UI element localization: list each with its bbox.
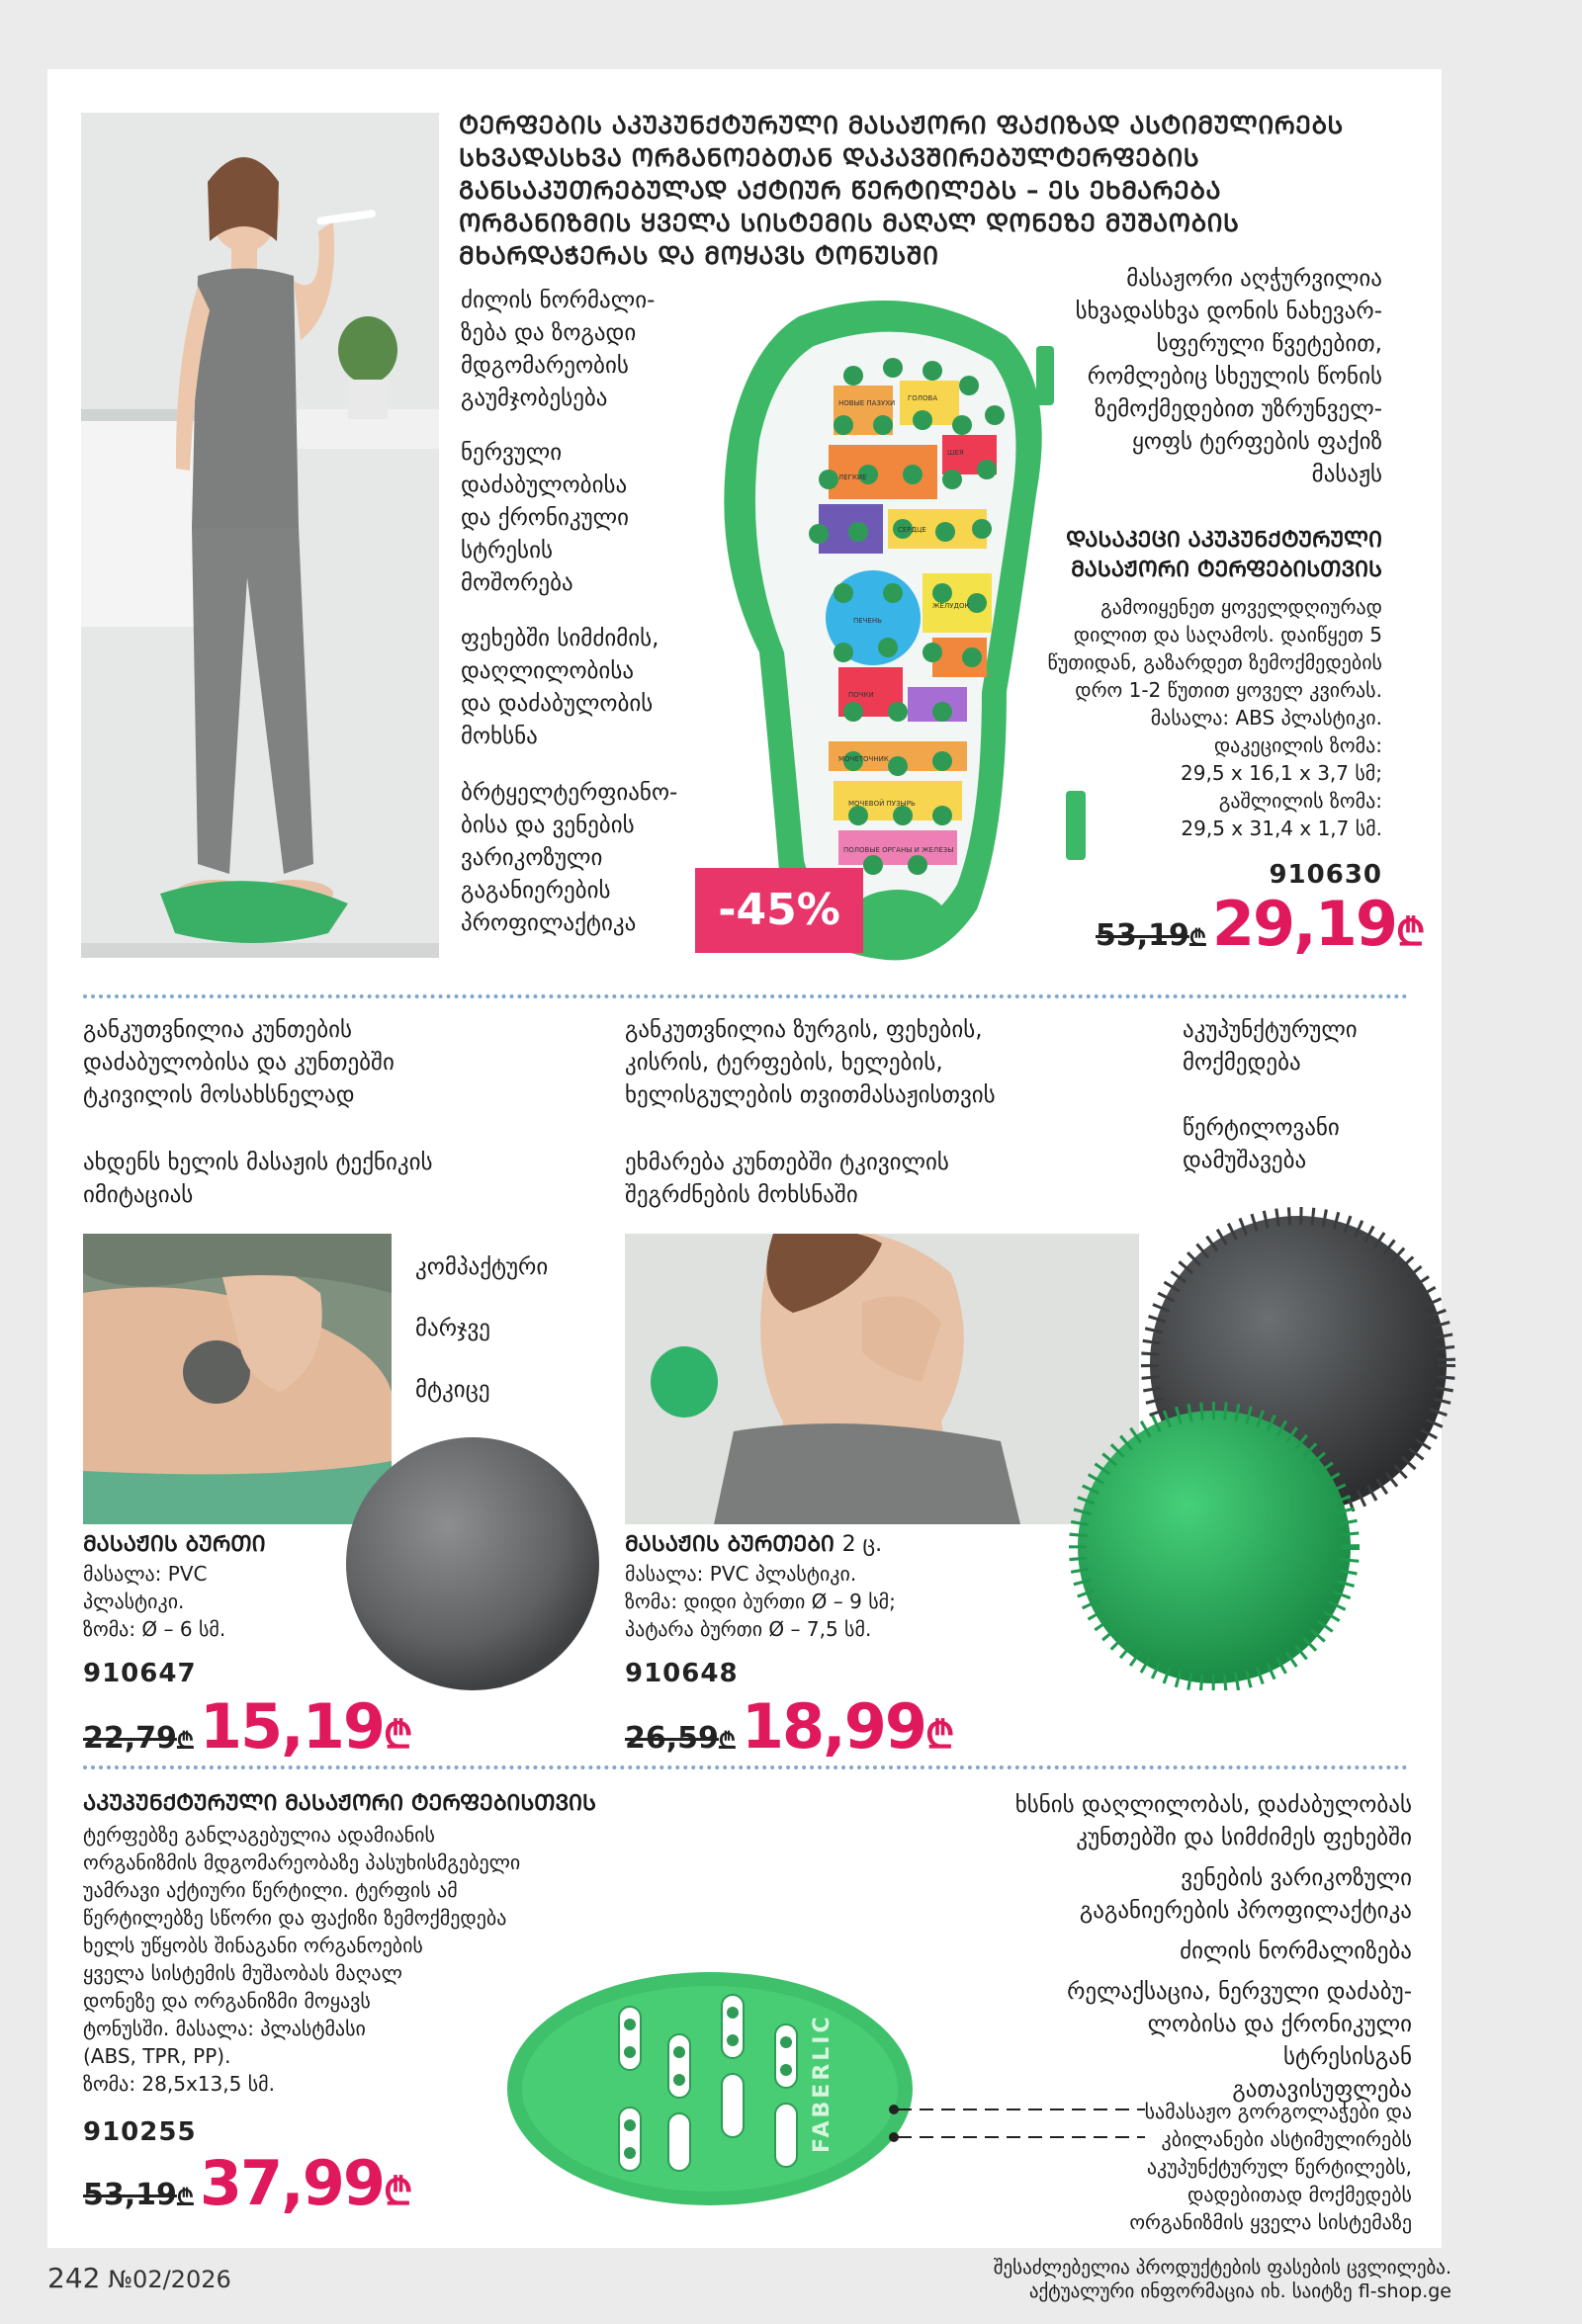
product-title: [977, 526, 1382, 585]
callout-line: ორგანიზმის ყველა სისტემაზე: [1129, 2210, 1412, 2234]
intro-line: შეგრძნების მოხსნაში: [625, 1182, 858, 1208]
new-price: 15,19₾: [199, 1690, 413, 1763]
point-treatment-feature: [1183, 1112, 1420, 1177]
disclaimer-line: შესაძლებელია პროდუქტების ფასების ცვლილება.: [993, 2257, 1451, 2279]
description-line: დრო 1-2 წუთით ყოველ კვირას.: [1075, 678, 1382, 702]
discount-badge: -45%: [695, 868, 863, 953]
price-disclaimer: [759, 2256, 1451, 2303]
description-line: ზომა: 28,5x13,5 სმ.: [83, 2072, 275, 2096]
description-line: 29,5 x 31,4 x 1,7 სმ.: [1181, 817, 1382, 840]
section-divider: [83, 994, 1408, 998]
price: [83, 2147, 412, 2219]
benefit-line: და ქრონიკული: [461, 505, 630, 531]
benefit-line: პროფილაქტიკა: [461, 910, 637, 936]
page-footer: [47, 2256, 1451, 2315]
description-line: დაკეცილის ზომა:: [1213, 733, 1382, 757]
benefit-line: ფეხებში სიმძიმის,: [461, 626, 659, 651]
description-line: მასალა: PVC პლასტიკი.: [625, 1562, 857, 1586]
page-number-value: 242: [47, 2262, 101, 2294]
title-qty: 2 ც.: [841, 1532, 883, 1557]
callout-line: კბილანები ასტიმულირებს: [1161, 2127, 1412, 2151]
benefit-relaxation: [779, 1976, 1412, 2107]
benefit-line: დაძაბულობისა: [461, 473, 628, 498]
mat-label: ГОЛОВА: [908, 394, 938, 402]
description-line: (ABS, TPR, PP).: [83, 2044, 231, 2068]
callout-line: დადებითად მოქმედებს: [1187, 2183, 1412, 2206]
benefit-line: მოშორება: [461, 570, 573, 596]
product-sku: 910630: [1269, 860, 1382, 890]
new-price: 37,99₾: [199, 2147, 413, 2219]
intro-line: დაძაბულობისა და კუნთებში: [83, 1050, 395, 1076]
intro-line: ეხმარება კუნთებში ტკივილის: [625, 1150, 949, 1175]
massage-ball-description: [83, 1560, 340, 1643]
benefit-line: მდგომარეობის: [461, 353, 629, 379]
benefit-line: ბისა და ვენების: [461, 813, 635, 838]
intro-line: ახდენს ხელის მასაჟის ტექნიკის: [83, 1150, 433, 1175]
description-line: პატარა ბურთი Ø – 7,5 სმ.: [625, 1617, 872, 1641]
description-line: ზომა: დიდი ბურთი Ø – 9 სმ;: [625, 1590, 896, 1613]
old-price: 22,79₾: [83, 1721, 194, 1756]
product-sku: 910647: [83, 1659, 197, 1688]
description-line: დონეზე და ორგანიზმი მოყავს: [83, 1989, 371, 2013]
mat-label: ЛЕГКИЕ: [838, 473, 867, 481]
description-line: წერტილებზე სწორი და ფაქიზი ზემოქმედება: [83, 1906, 507, 1930]
benefit-line: ბრტყელტერფიანო-: [461, 780, 678, 806]
benefit-line: ხსნის დაღლილობას, დაძაბულობას: [1014, 1792, 1412, 1818]
feature-line: სხვადასხვა დონის ნახევარ-: [1075, 299, 1382, 324]
intro-line: განკუთვნილია კუნთების: [83, 1017, 353, 1043]
price: [83, 1690, 412, 1763]
roller-massager-title: ᲐᲙᲣᲞᲣᲜᲥᲢᲣᲠᲣᲚᲘ ᲛᲐᲡᲐᲟᲝᲠᲘ ᲢᲔᲠᲤᲔᲑᲘᲡᲗᲕᲘᲡ: [83, 1791, 597, 1816]
compact-feature: კომპაქტური: [415, 1254, 549, 1280]
brand-logo-text: FABERLIC: [810, 2014, 835, 2153]
benefit-line: რელაქსაცია, ნერვული დაძაბუ-: [1067, 1979, 1412, 2005]
feature-line: მასაჟორი აღჭურვილია: [1126, 266, 1382, 292]
convenient-feature: მარჯვე: [415, 1316, 490, 1341]
price: [1096, 888, 1425, 960]
description-line: მასალა: ABS პლასტიკი.: [1150, 706, 1382, 730]
description-line: პლასტიკი.: [83, 1590, 185, 1613]
title-line: ᲛᲐᲡᲐᲟᲝᲠᲘ ᲢᲔᲠᲤᲔᲑᲘᲡᲗᲕᲘᲡ: [1071, 558, 1382, 582]
mat-label: МОЧЕВОЙ ПУЗЫРЬ: [848, 800, 916, 808]
description-line: 29,5 x 16,1 x 3,7 სმ;: [1181, 761, 1382, 785]
description-line: მასალა: PVC: [83, 1562, 208, 1586]
benefit-line: ნერვული: [461, 440, 563, 466]
intro-line: იმიტაციას: [83, 1182, 194, 1208]
feature-line: ყოფს ტერფების ფაქიზ: [1132, 429, 1382, 455]
benefit-line: გაგანიერების: [461, 878, 611, 904]
massage-ball-intro: [83, 1014, 597, 1112]
disclaimer-line: აქტუალური ინფორმაცია იხ. საიტზე fl-shop.ge: [1028, 2281, 1451, 2302]
benefit-line: ძილის ნორმალი-: [461, 288, 656, 313]
acupuncture-feature: [1183, 1014, 1420, 1079]
benefit-line: ზება და ზოგადი: [461, 320, 637, 346]
benefit-line: გათავისუფლება: [1232, 2077, 1412, 2103]
feature-line: დამუშავება: [1183, 1148, 1307, 1173]
product-description: [937, 593, 1382, 842]
massage-ball-title: ᲛᲐᲡᲐᲟᲘᲡ ᲑᲣᲠᲗᲘ: [83, 1532, 266, 1557]
feature-line: აკუპუნქტურული: [1183, 1017, 1358, 1043]
foot-massager-headline: [459, 109, 1408, 272]
catalog-page: [47, 69, 1442, 2248]
mat-label: ПОЛОВЫЕ ОРГАНЫ И ЖЕЛЕЗЫ: [843, 846, 954, 854]
massage-balls-intro: [625, 1014, 1139, 1112]
product-sku: 910255: [83, 2117, 197, 2147]
old-price: 26,59₾: [625, 1721, 736, 1756]
grey-massage-ball-image: [340, 1431, 605, 1696]
mat-label: НОВЫЕ ПАЗУХИ: [838, 399, 896, 407]
massage-balls-title: [625, 1530, 882, 1560]
section-divider: [83, 1765, 1408, 1769]
benefit-line: კუნთებში და სიმძიმეს ფეხებში: [1076, 1825, 1412, 1851]
description-line: ორგანიზმის მდგომარეობაზე პასუხისმგებელი: [83, 1851, 521, 1874]
feature-line: ზემოქმედებით უზრუნველ-: [1095, 396, 1382, 422]
benefit-line: გაუმჯობესება: [461, 386, 608, 411]
benefit-line: დაღლილობისა: [461, 658, 635, 684]
description-line: ზომა: Ø – 6 სმ.: [83, 1617, 226, 1641]
benefit-line: ვენების ვარიკოზული: [1181, 1865, 1412, 1891]
title-text: ᲛᲐᲡᲐᲟᲘᲡ ᲑᲣᲠᲗᲔᲑᲘ: [625, 1532, 835, 1557]
feature-line: რომლებიც სხეულის წონის: [1087, 364, 1382, 389]
description-line: გაშლილის ზომა:: [1218, 789, 1382, 813]
mat-label: МОЧЕТОЧНИК: [838, 755, 889, 763]
mat-label: ПЕЧЕНЬ: [853, 617, 882, 625]
benefit-line: გაგანიერების პროფილაქტიკა: [1079, 1898, 1412, 1924]
mat-label: ПОЧКИ: [848, 691, 874, 699]
durable-feature: მტკიცე: [415, 1377, 490, 1403]
benefit-line: ძილის ნორმალიზება: [1180, 1938, 1412, 1964]
description-line: ხელს უწყობს შინაგანი ორგანოების: [83, 1934, 423, 1957]
headline-line: ᲝᲠᲒᲐᲜᲘᲖᲛᲘᲡ ᲧᲕᲔᲚᲐ ᲡᲘᲡᲢᲔᲛᲘᲡ ᲛᲐᲦᲐᲚ ᲓᲝᲜᲔᲖᲔ ᲛᲣᲨᲐᲝᲑᲘᲡ: [459, 209, 1240, 237]
headline-line: ᲒᲐᲜᲡᲐᲙᲣᲗᲠᲔᲑᲣᲚᲐᲓ ᲐᲥᲢᲘᲣᲠ ᲬᲔᲠᲢᲘᲚᲔᲑᲡ – ᲔᲡ ᲔᲮᲛᲐᲠᲔᲑᲐ: [459, 176, 1222, 205]
feature-line: მასაჟს: [1311, 462, 1382, 487]
benefit-varicose: [779, 1862, 1412, 1928]
feature-line: წერტილოვანი: [1183, 1115, 1340, 1141]
intro-line: ხელისგულების თვითმასაჟისთვის: [625, 1082, 996, 1108]
description-line: დილით და საღამოს. დაიწყეთ 5: [1073, 623, 1382, 646]
benefit-line: სტრესის: [461, 538, 553, 563]
new-price: 29,19₾: [1211, 888, 1426, 960]
headline-line: ᲡᲮᲕᲐᲓᲐᲡᲮᲕᲐ ᲝᲠᲒᲐᲜᲝᲔᲑᲗᲐᲜ ᲓᲐᲙᲐᲕᲨᲘᲠᲔᲑᲣᲚᲢᲔᲠᲤᲔᲑᲘᲡ: [459, 143, 1200, 172]
title-line: ᲓᲐᲡᲐᲙᲔᲪᲘ ᲐᲙᲣᲞᲣᲜᲥᲢᲣᲠᲣᲚᲘ: [1066, 528, 1382, 553]
intro-line: კისრის, ტერფების, ხელების,: [625, 1050, 943, 1076]
old-price: 53,19₾: [83, 2178, 194, 2212]
description-line: ტონუსში. მასალა: პლასტმასი: [83, 2017, 366, 2040]
massage-ball-intro-2: [83, 1147, 597, 1212]
benefit-line: ვარიკოზული: [461, 845, 603, 871]
spiky-massage-balls-image: [1026, 1196, 1481, 1690]
intro-line: განკუთვნილია ზურგის, ფეხების,: [625, 1017, 983, 1043]
callout-line: სამასაჟო გორგოლაჭები და: [1144, 2100, 1412, 2123]
description-line: უამრავი აქტიური წერტილი. ტერფის ამ: [83, 1878, 458, 1902]
description-line: ტერფებზე განლაგებულია ადამიანის: [83, 1823, 435, 1847]
old-price: 53,19₾: [1096, 918, 1206, 953]
feature-line: მოქმედება: [1183, 1050, 1301, 1076]
page-number: [47, 2262, 231, 2294]
price: [625, 1690, 954, 1763]
description-line: ყველა სისტემის მუშაობას მაღალ: [83, 1961, 402, 1985]
description-line: გამოიყენეთ ყოველდღიურად: [1100, 595, 1382, 619]
callout-line: აკუპუნქტურულ წერტილებს,: [1146, 2155, 1412, 2179]
benefit-line: მოხსნა: [461, 724, 538, 749]
benefit-sleep: [779, 1936, 1412, 1968]
mat-label: ЖЕЛУДОК: [932, 602, 970, 610]
roller-benefits: [779, 1789, 1412, 2107]
intro-line: ტკივილის მოსახსნელად: [83, 1082, 355, 1108]
product-sku: 910648: [625, 1659, 739, 1688]
benefit-line: ლობისა და ქრონიკული: [1147, 2012, 1412, 2037]
roller-callout: [1096, 2098, 1412, 2236]
issue-number: №02/2026: [108, 2266, 231, 2293]
massage-balls-description: [625, 1560, 1020, 1643]
headline-line: ᲛᲮᲐᲠᲓᲐᲭᲔᲠᲐᲡ ᲓᲐ ᲛᲝᲧᲐᲕᲡ ᲢᲝᲜᲣᲡᲨᲘ: [459, 241, 939, 270]
benefit-relief: [779, 1789, 1412, 1854]
feature-text: [1016, 263, 1382, 491]
feature-line: სფერული წვეტებით,: [1156, 331, 1382, 357]
description-line: წუთიდან, გაზარდეთ ზემოქმედების: [1047, 650, 1382, 674]
woman-on-massager-photo: [81, 113, 439, 958]
benefit-line: სტრესისგან: [1282, 2044, 1412, 2070]
mat-label: ШЕЯ: [947, 449, 964, 457]
mat-label: СЕРДЦЕ: [898, 526, 926, 534]
benefit-line: და დაძაბულობის: [461, 691, 654, 717]
headline-line: ᲢᲔᲠᲤᲔᲑᲘᲡ ᲐᲙᲣᲞᲣᲜᲥᲢᲣᲠᲣᲚᲘ ᲛᲐᲡᲐᲟᲝᲠᲘ ᲤᲐᲥᲘᲖᲐᲓ ᲐᲡᲢᲘᲛᲣᲚᲘᲠᲔᲑᲡ: [459, 111, 1344, 139]
new-price: 18,99₾: [741, 1690, 955, 1763]
